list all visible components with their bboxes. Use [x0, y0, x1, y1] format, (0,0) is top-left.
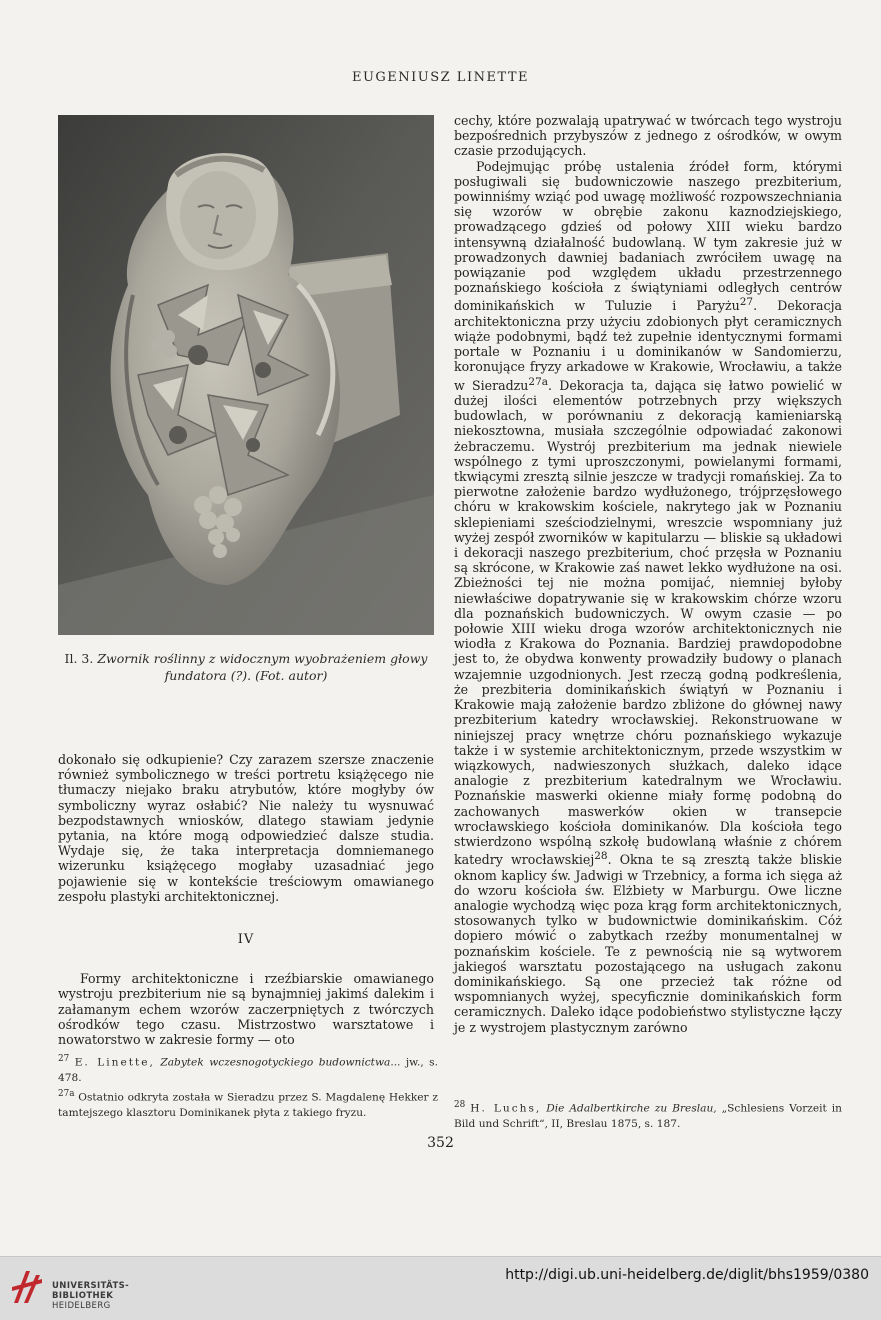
text-run: . Okna te są zresztą także bliskie oknom kaplicy św. Jadwigi w Trzebnicy, a forma ich sięga aż do wzoru kościoła św. Elżbiety w Marburgu. Owe liczne analogie wychodzą więc poza krąg form architektonicznych, stosowanych tylko w budownictwie dominikańskim. Cóż dopiero mówić o zabytkach rzeźby monumentalnej w poznańskim kościele. Te z pewnością nie są wytworem jakiegoś warsztatu pozostającego na usługach zakonu dominikańskiego. Są one przecież tak różne od wspomnianych wyżej, specyficznie dominikańskich form ceramicznych. Daleko idące podobieństwo stylistyczne łączy je z wystrojem plastycznym zarówno	[454, 852, 842, 1035]
footnotes-left	[58, 1052, 438, 1121]
footnote-title: Zabytek wczesnogotyckiego budownictwa...	[160, 1056, 401, 1069]
paragraph: cechy, które pozwalają upatrywać w twórcach tego wystroju bezpośrednich przybyszów z jednego z ośrodków, w owym czasie przodujących.	[454, 113, 842, 159]
footnote-text: „Schlesiens Vorzeit in Bild und Schrift“, II, Breslau 1875, s. 187.	[454, 1102, 842, 1131]
permalink-url[interactable]: http://digi.ub.uni-heidelberg.de/diglit/bhs1959/0380	[505, 1267, 869, 1283]
paragraph: Formy architektoniczne i rzeźbiarskie omawianego wystroju prezbiterium nie są bynajmniej jakimś dalekim i załamanym echem wzorów zaczerpniętych z twórczych ośrodków tego czasu. Mistrzostwo warsztatowe i nowatorstwo w zakresie formy — oto	[58, 971, 434, 1048]
footnote-author: H. Luchs,	[470, 1102, 542, 1115]
text-run: . Dekoracja ta, dająca się łatwo powielić w dużej ilości elementów potrzebnych przy większych budowlach, w porównaniu z dekoracją kamieniarską niekosztowna, musiała szczególnie odpowiadać zakonowi żebraczemu. Wystrój prezbiterium ma jednak niewiele wspólnego z tymi uproszczonymi, powielanymi formami, tkwiącymi zresztą silnie jeszcze w tradycji romańskiej. Za to pierwotne założenie bardzo wydłużonego, trójprzęsłowego chóru w krakowskim kościele, nakrytego jak w Poznaniu sklepieniami sześciodzielnymi, wreszcie wspomniany już wyżej zespół zworników w kapitularzu — bliskie są układowi i dekoracji naszego prezbiterium, choć przęsła w Poznaniu są skrócone, w Krakowie zaś nawet lekko wydłużone na osi. Zbieżności tej nie można pomijać, niemniej byłoby niewłaściwe dopatrywanie się w krakowskim chórze wzoru dla poznańskich budowniczych. W owym czasie — po połowie XIII wieku droga wzorów architektonicznych nie wiodła z Krakowa do Poznania. Bardziej prawdopodobne jest to, że obydwa konwenty prowadziły budowy o planach wzajemnie uzgodnionych. Jest rzeczą godną podkreślenia, że prezbiteria dominikańskich świątyń w Poznaniu i Krakowie mają założenie bardzo zbliżone do głównej nawy prezbiterium katedry wrocławskiej. Rekonstruowane w niniejszej pracy wnętrze chóru poznańskiego wykazuje także i w systemie architektonicznym, przede wszystkim w wiązkowych, nadwieszonych służkach, daleko idące analogie z prezbiterium katedralnym we Wrocławiu. Poznańskie maswerki okienne miały formę podobną do zachowanych maswerków okien w transepcie wrocławskiego kościoła dominikanów. Dla kościoła tego stwierdzono wspólną szkołę budowlaną właśnie z chórem katedry wrocławskiej	[454, 377, 842, 868]
paragraph	[454, 159, 842, 1035]
caption-label: Il. 3.	[64, 651, 94, 666]
footnote-ref: 28	[594, 850, 608, 863]
text-run: . Dekoracja architektoniczna przy użyciu zdobionych płyt ceramicznych wiąże podobnymi, bądź też zupełnie identycznymi formami portale w Poznaniu i u dominikanów w Sandomierzu, koronujące fryzy arkadowe w Krakowie, Wrocławiu, a także w Sieradzu	[454, 298, 843, 393]
keystone-photo	[58, 115, 434, 635]
footnote-ref: 27a	[528, 375, 549, 388]
logo-line: HEIDELBERG	[52, 1301, 111, 1311]
section-number: IV	[237, 932, 255, 948]
footnote-text: Ostatnio odkryta została w Sieradzu przez S. Magdalenę Hekker z tamtejszego klasztoru Dominikanek płyta z takiego fryzu.	[58, 1091, 438, 1119]
footnote-author: E. Linette,	[74, 1056, 155, 1069]
footnote-number: 27a	[58, 1088, 75, 1099]
right-column-text	[454, 113, 842, 1035]
paragraph: dokonało się odkupienie? Czy zarazem szersze znaczenie również symbolicznego w treści portretu książęcego nie tłumaczy niejako braku atrybutów, które mogłyby ów symboliczny wyraz osłabić? Nie należy tu wysnuwać bezpodstawnych wniosków, dlatego stawiam jedynie pytania, na które mogą odpowiedzieć dalsze studia. Wydaje się, że taka interpretacja domniemanego wizerunku książęcego mogłaby uzasadniać jego pojawienie się w kontekście treściowym omawianego zespołu plastyki architektonicznej.	[58, 752, 434, 904]
text-run: Podejmując próbę ustalenia źródeł form, którymi posługiwali się budowniczowie naszego prezbiterium, powinniśmy wziąć pod uwagę możliwość rozpowszechniania się wzorów w obrębie zakonu kaznodziejskiego, prowadzącego gdzieś od połowy XIII wieku bardzo intensywną działalność budowlaną. W tym zakresie już w prowadzonych dawniej badaniach zwróciłem uwagę na powiązanie pod względem układu przestrzennego poznańskiego kościoła z świątyniami odległych centrów dominikańskich w Tuluzie i Paryżu	[454, 158, 842, 314]
footnote	[454, 1098, 842, 1133]
footnote-title: Die Adalbertkirche zu Breslau,	[546, 1102, 717, 1115]
footnotes-right	[454, 1052, 842, 1133]
logo-line: UNIVERSITÄTS-	[52, 1281, 130, 1291]
keystone-illustration	[58, 115, 434, 635]
logo-line: BIBLIOTHEK	[52, 1291, 114, 1301]
footnote-number: 27	[58, 1054, 70, 1064]
page-number: 352	[427, 1135, 454, 1151]
logo-text	[52, 1281, 129, 1311]
footnote	[58, 1052, 438, 1087]
viewer-footer-bar	[0, 1256, 881, 1320]
caption-text: Zwornik roślinny z widocznym wyobrażeniem głowy fundatora (?). (Fot. autor)	[97, 651, 428, 683]
heidelberg-logo-icon	[10, 1267, 46, 1307]
footnote-ref: 27	[739, 296, 754, 309]
left-column-text	[58, 752, 434, 1047]
library-logo[interactable]	[10, 1267, 150, 1311]
footnote	[58, 1087, 438, 1122]
running-header: EUGENIUSZ LINETTE	[351, 70, 530, 85]
figure-caption	[58, 650, 434, 684]
footnote-number: 28	[454, 1100, 466, 1110]
footnote-text: jw., s. 478.	[58, 1056, 438, 1085]
